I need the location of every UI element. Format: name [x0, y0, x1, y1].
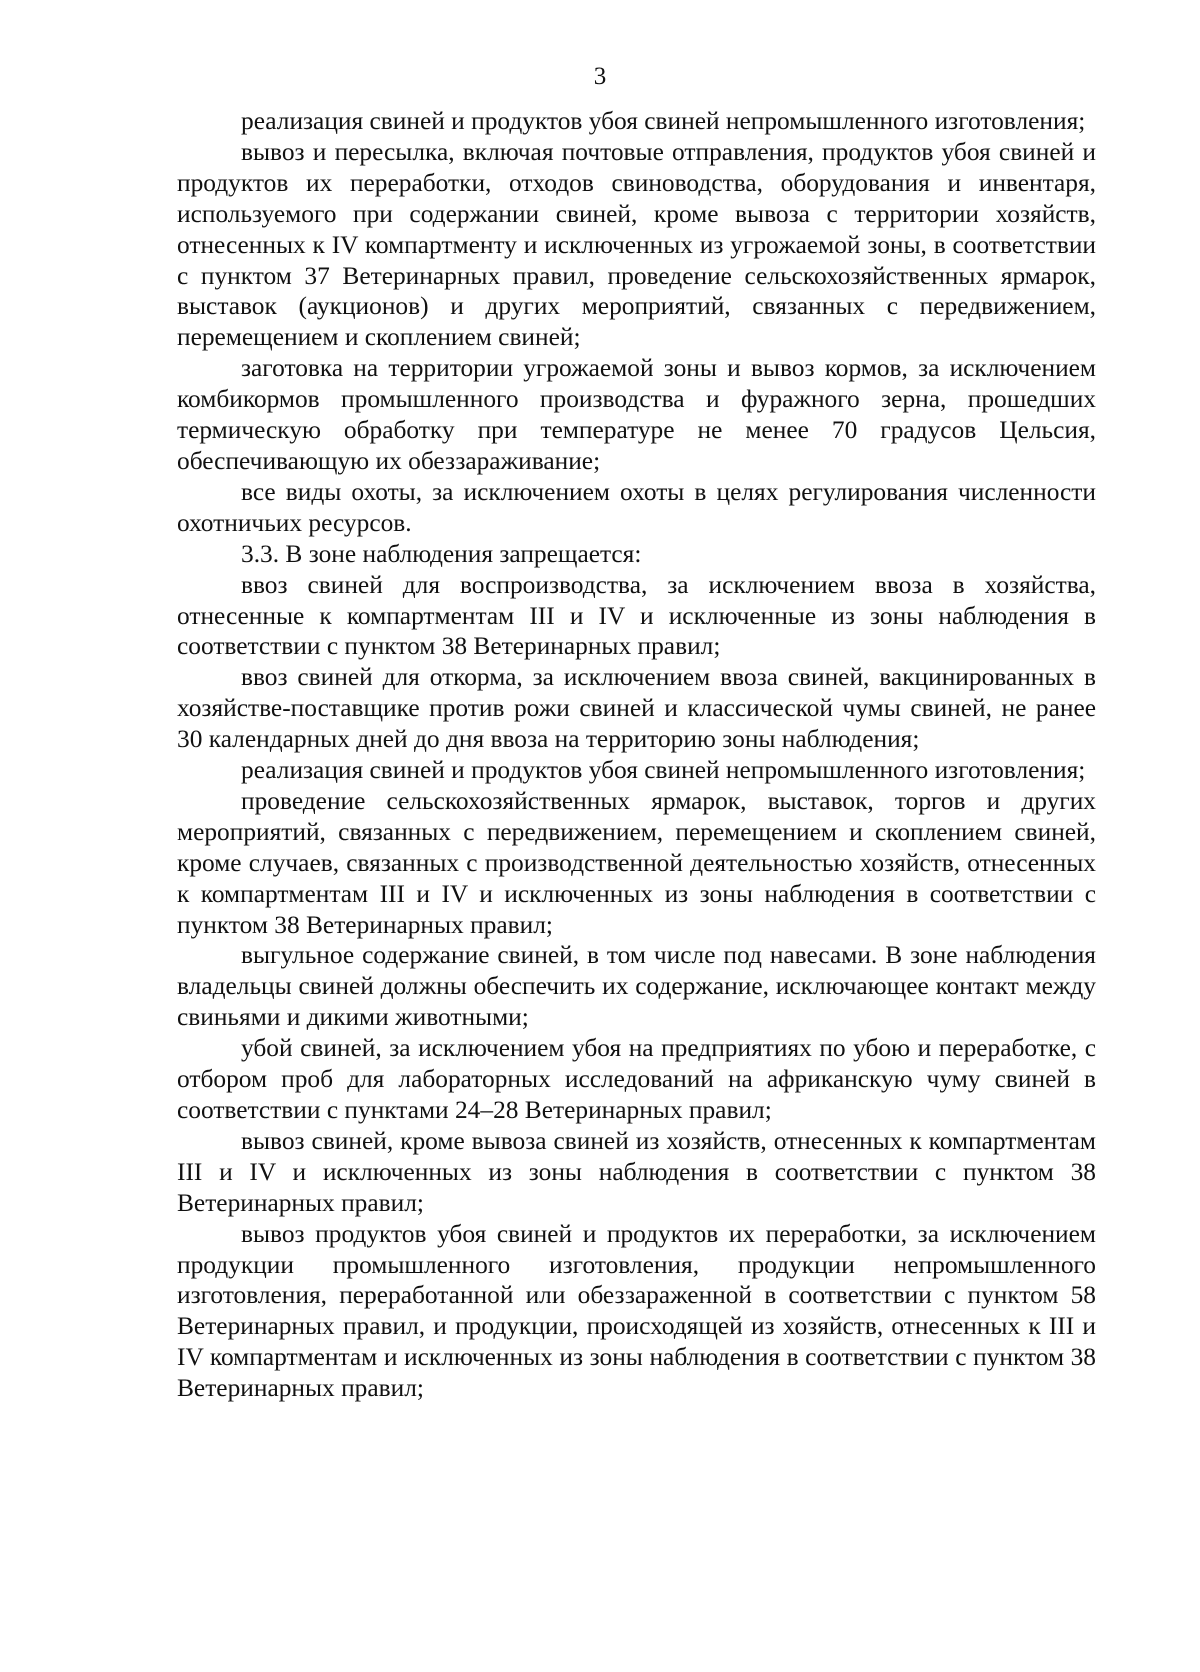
paragraph: ввоз свиней для воспроизводства, за исключением ввоза в хозяйства, отнесенные к компартментам III и IV и исключенные из зоны наблюдения в соответствии с пунктом 38 Ветеринарных правил;	[177, 570, 1096, 661]
paragraph: реализация свиней и продуктов убоя свиней непромышленного изготовления;	[241, 107, 1086, 135]
document-body	[177, 106, 1096, 1404]
paragraph: заготовка на территории угрожаемой зоны и вывоз кормов, за исключением комбикормов промышленного производства и фуражного зерна, прошедших термическую обработку при температуре не менее 70 градусов Цельсия, обеспечивающую их обеззараживание;	[177, 354, 1096, 475]
paragraph: ввоз свиней для откорма, за исключением ввоза свиней, вакцинированных в хозяйстве-поставщике против рожи свиней и классической чумы свиней, не ранее 30 календарных дней до дня ввоза на территорию зоны наблюдения;	[177, 663, 1096, 754]
paragraph: убой свиней, за исключением убоя на предприятиях по убою и переработке, с отбором проб для лабораторных исследований на африканскую чуму свиней в соответствии с пунктами 24–28 Ветеринарных правил;	[177, 1034, 1096, 1124]
paragraph: реализация свиней и продуктов убоя свиней непромышленного изготовления;	[241, 756, 1086, 785]
paragraph: вывоз и пересылка, включая почтовые отправления, продуктов убоя свиней и продуктов их переработки, отходов свиноводства, оборудования и инвентаря, используемого при содержании свиней, кроме вывоза с территории хозяйств, отнесенных к IV компартменту и исключенных из угрожаемой зоны, в соответствии с пунктом 37 Ветеринарных правил, проведение сельскохозяйственных ярмарок, выставок (аукционов) и других мероприятий, связанных с передвижением, перемещением и скоплением свиней;	[177, 137, 1096, 352]
paragraph: все виды охоты, за исключением охоты в целях регулирования численности охотничьих ресурсов.	[177, 477, 1096, 537]
paragraph: вывоз продуктов убоя свиней и продуктов их переработки, за исключением продукции промышленного изготовления, продукции непромышленного изготовления, переработанной или обеззараженной в соответствии с пунктом 58 Ветеринарных правил, и продукции, происходящей из хозяйств, отнесенных к III и IV компартментам и исключенных из зоны наблюдения в соответствии с пунктом 38 Ветеринарных правил;	[177, 1219, 1096, 1403]
section-heading: 3.3. В зоне наблюдения запрещается:	[241, 539, 642, 568]
paragraph: проведение сельскохозяйственных ярмарок, выставок, торгов и других мероприятий, связанных с передвижением, перемещением и скоплением свиней, кроме случаев, связанных с производственной деятельностью хозяйств, отнесенных к компартментам III и IV и исключенных из зоны наблюдения в соответствии с пунктом 38 Ветеринарных правил;	[177, 786, 1096, 939]
paragraph: вывоз свиней, кроме вывоза свиней из хозяйств, отнесенных к компартментам III и IV и исключенных из зоны наблюдения в соответствии с пунктом 38 Ветеринарных правил;	[177, 1126, 1096, 1217]
paragraph: выгульное содержание свиней, в том числе под навесами. В зоне наблюдения владельцы свиней должны обеспечить их содержание, исключающее контакт между свиньями и дикими животными;	[177, 941, 1096, 1032]
page-number: 3	[593, 63, 607, 90]
